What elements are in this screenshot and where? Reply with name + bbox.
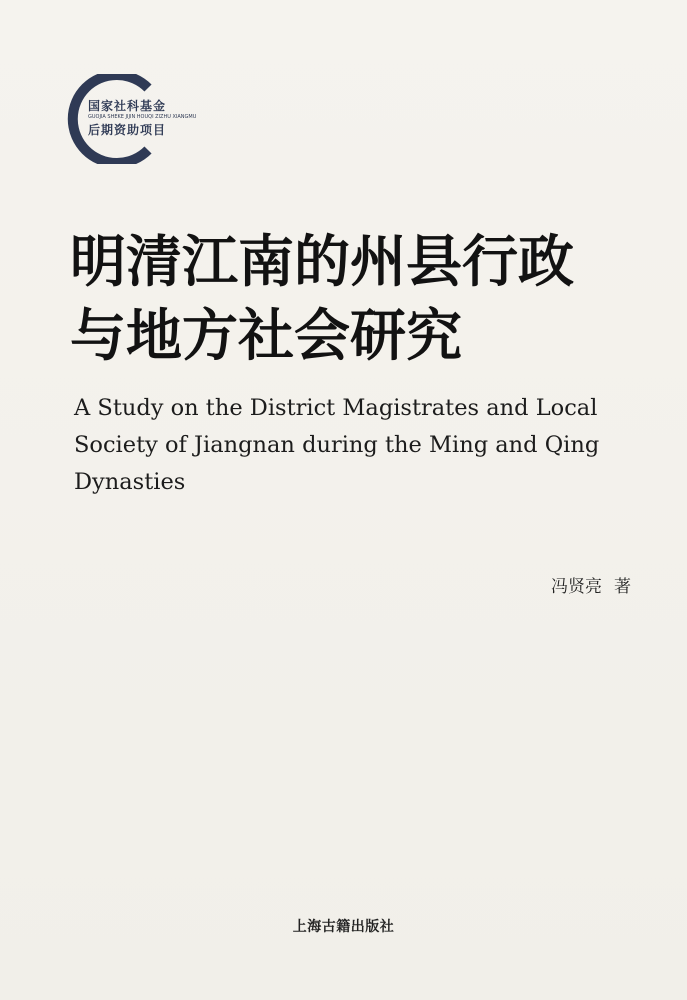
logo-text-line1: 国家社科基金	[88, 99, 167, 113]
english-title-line2: Society of Jiangnan during the Ming and Qing	[74, 432, 600, 458]
english-title-line3: Dynasties	[74, 469, 186, 495]
english-title-line1: A Study on the District Magistrates and Local	[74, 395, 598, 421]
english-title	[74, 390, 654, 501]
chinese-title-line1: 明清江南的州县行政	[70, 230, 574, 295]
author-role: 著	[614, 577, 631, 597]
fund-logo	[66, 74, 202, 164]
chinese-title-line2: 与地方社会研究	[70, 304, 462, 369]
author-name: 冯贤亮	[551, 577, 602, 597]
author-credit	[551, 572, 631, 597]
logo-text-line2: 后期资助项目	[88, 123, 167, 137]
publisher-name: 上海古籍出版社	[292, 919, 395, 935]
logo-pinyin: GUOJIA SHEKE JIJIN HOUQI ZIZHU XIANGMU	[88, 114, 197, 120]
chinese-title	[70, 226, 670, 374]
